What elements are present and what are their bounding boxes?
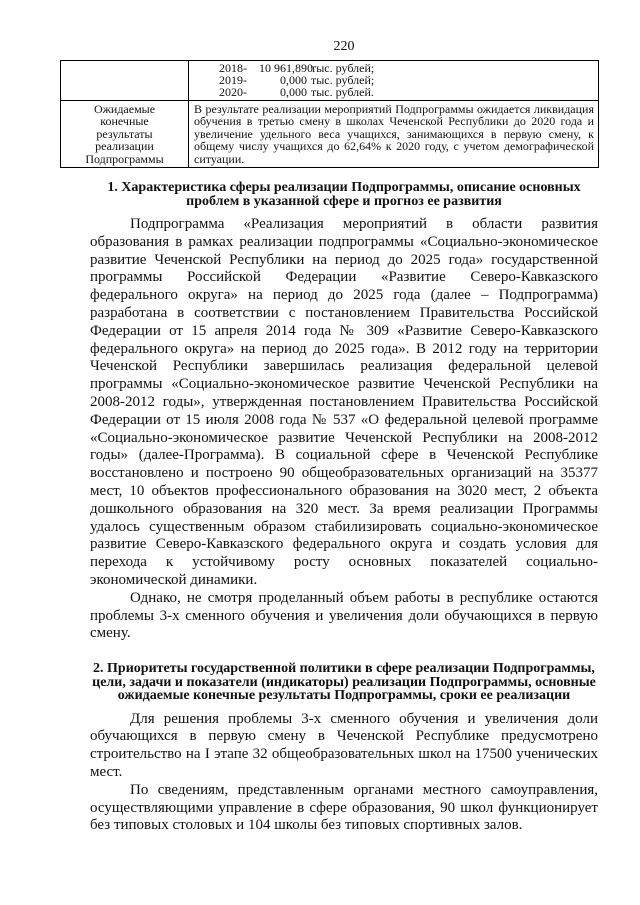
funding-amount: 0,000: [280, 73, 307, 87]
results-label: Ожидаемые конечные результаты реализации Подпрограммы: [61, 101, 189, 168]
section-paragraphs: [90, 216, 598, 643]
results-text: В результате реализации мероприятий Подпрограммы ожидается ликвидация обучения в третью смену в школах Чеченской Республики до 2020 года и увеличение удельного веса учащихся, занимающихся в первую смену, к общему числу учащихся до 62,64% к 2020 году, с учетом демографической ситуации.: [189, 101, 599, 168]
section-heading: 2. Приоритеты государственной политики в сфере реализации Подпрограммы, цели, задачи и показатели (индикаторы) реализации Подпрограммы, основные ожидаемые конечные результаты Подпрограммы, сроки ее реализации: [92, 661, 596, 704]
funding-unit: тыс. рублей;: [311, 73, 375, 87]
funding-row: [219, 62, 598, 74]
funding-year: 2020-: [219, 85, 247, 99]
funding-amount: 0,000: [280, 85, 307, 99]
section-characteristics: [90, 181, 598, 643]
funding-unit: тыс. рублей;: [311, 61, 375, 75]
funding-row: [219, 86, 598, 98]
funding-year: 2019-: [219, 73, 247, 87]
funding-label-cell: [61, 61, 189, 101]
paragraph: Подпрограмма «Реализация мероприятий в области развития образования в рамках реализации подпрограммы «Социально-экономическое развитие Чеченской Республики на период до 2025 года» государственной программы Российской Федерации «Развитие Северо-Кавказского федерального округа» на период до 2025 года (далее – Подпрограмма) разработана в соответствии с постановлением Правительства Российской Федерации от 15 апреля 2014 года № 309 «Развитие Северо-Кавказского федерального округа» на период до 2025 года». В 2012 году на территории Чеченской Республики завершилась реализация федеральной целевой программы «Социально-экономическое развитие Чеченской Республики на 2008-2012 годы», утвержденная постановлением Правительства Российской Федерации от 15 июля 2008 года № 537 «О федеральной целевой программе «Социально-экономическое развитие Чеченской Республики на 2008-2012 годы» (далее-Программа). В социальной сфере в Чеченской Республике восстановлено и построено 90 общеобразовательных организаций на 35377 мест, 10 объектов профессионального образования на 3020 мест, 2 объекта дошкольного образования на 320 мест. За время реализации Программы удалось существенным образом стабилизировать социально-экономическое развитие Северо-Кавказского федерального округа и создать условия для перехода к устойчивому росту основных показателей социально-экономической динамики.: [90, 216, 598, 588]
paragraph: Для решения проблемы 3-х сменного обучения и увеличения доли обучающихся в первую смену в Чеченской Республике предусмотрено строительство на I этапе 32 общеобразовательных школ на 17500 ученических мест.: [90, 710, 598, 781]
document-body: [90, 181, 598, 835]
funding-row: [219, 74, 598, 86]
passport-table: [60, 60, 599, 168]
funding-amount: 10 961,890: [259, 61, 313, 75]
paragraph: По сведениям, представленным органами местного самоуправления, осуществляющими управление в сфере образования, 90 школ функционирует без типовых столовых и 104 школы без типовых спортивных залов.: [90, 781, 598, 834]
section-heading: 1. Характеристика сферы реализации Подпрограммы, описание основных проблем в указанной сфере и прогноз ее развития: [107, 180, 581, 209]
table-row: [61, 101, 599, 168]
funding-year: 2018-: [219, 61, 247, 75]
funding-cell: [189, 61, 599, 101]
table-row: [61, 61, 599, 101]
page-number: 220: [333, 39, 355, 54]
section-priorities: [90, 662, 598, 835]
paragraph: Однако, не смотря проделанный объем работы в республике остаются проблемы 3-х сменного обучения и увеличения доли обучающихся в первую смену.: [90, 589, 598, 642]
section-paragraphs: [90, 711, 598, 836]
funding-unit: тыс. рублей.: [311, 85, 374, 99]
